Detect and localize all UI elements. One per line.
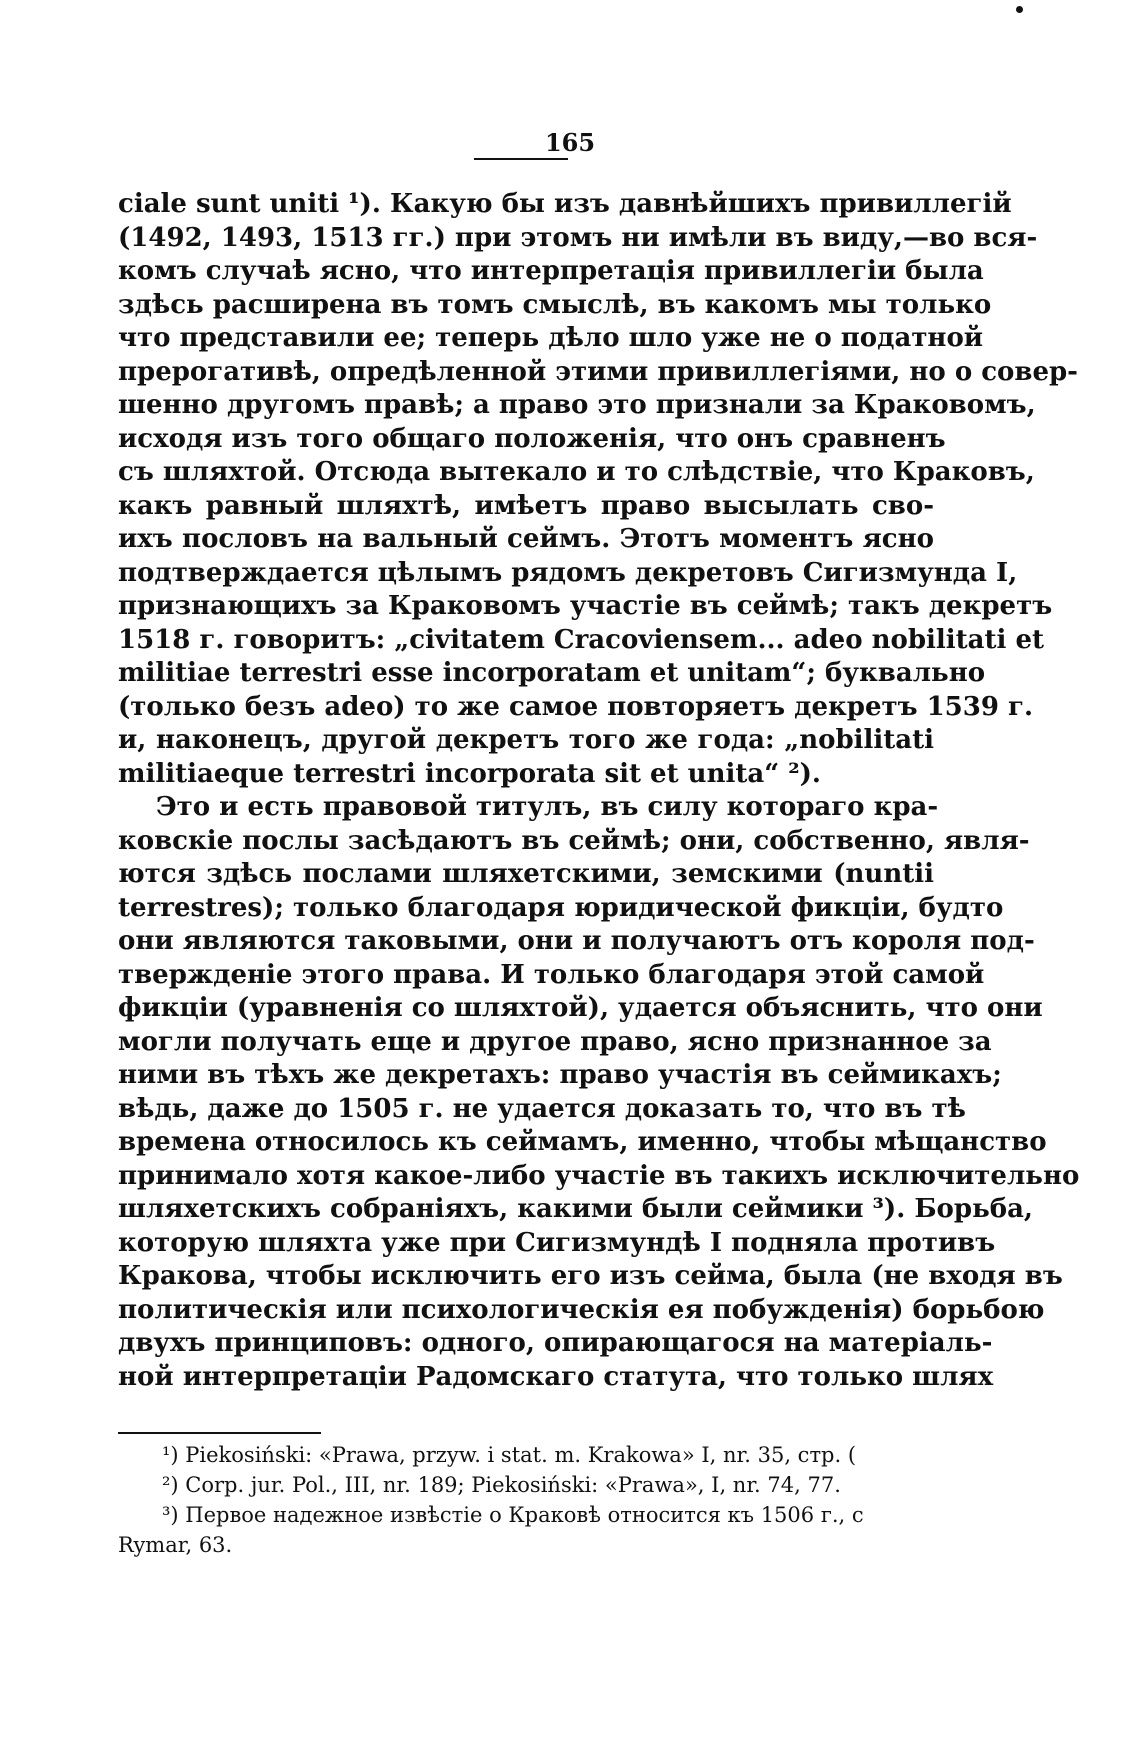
footnotes [118,1440,934,1560]
text-line: Кракова, чтобы исключить его изъ сейма, была (не входя въ [118,1261,1063,1291]
footnote-line: ²) Corp. jur. Pol., III, nr. 189; Piekosiński: «Prawa», I, nr. 74, 77. [162,1473,841,1497]
text-line: подтверждается цѣлымъ рядомъ декретовъ Сигизмунда I, [118,557,1018,588]
text-line: вѣдь, даже до 1505 г. не удается доказать то, что въ тѣ [118,1093,966,1124]
text-line: шляхетскихъ собраніяхъ, какими были сеймики ³). Борьба, [118,1194,1033,1224]
text-line: могли получать еще и другое право, ясно признанное за [118,1026,992,1057]
text-line: прерогативѣ, опредѣленной этими привиллегіями, но о совер- [118,356,1078,387]
text-line: ciale sunt uniti ¹). Какую бы изъ давнѣйшихъ привиллегій [118,189,1012,219]
text-line: ними въ тѣхъ же декретахъ: право участія въ сеймикахъ; [118,1060,1002,1090]
text-line: съ шляхтой. Отсюда вытекало и то слѣдствіе, что Краковъ, [118,457,1035,487]
text-line: комъ случаѣ ясно, что интерпретація привиллегіи была [118,256,984,286]
page-number: 165 [544,128,596,157]
text-line: принимало хотя какое-либо участіе въ такихъ исключительно [118,1160,1080,1191]
text-line: твержденіе этого права. И только благодаря этой самой [118,959,985,990]
ink-speck [1016,6,1023,13]
text-line: какъ равный шляхтѣ, имѣетъ право высылать сво- [118,490,934,521]
text-line: ковскіе послы засѣдаютъ въ сеймѣ; они, собственно, явля- [118,825,1030,856]
text-line: двухъ принциповъ: одного, опирающагося на матеріаль- [118,1328,993,1358]
footnote-line: ¹) Piekosiński: «Prawa, przyw. i stat. m. Krakowa» I, nr. 35, стр. ( [162,1443,857,1467]
text-line: ихъ пословъ на вальный сеймъ. Этотъ моментъ ясно [118,524,934,554]
text-line: militiaeque terrestri incorporata sit et unita“ ²). [118,758,821,789]
text-line: которую шляхта уже при Сигизмундѣ I подняла противъ [118,1227,996,1258]
footnote-line: Rymar, 63. [118,1533,233,1557]
text-line: политическія или психологическія ея побужденія) борьбою [118,1294,1045,1325]
text-line: исходя изъ того общаго положенія, что онъ сравненъ [118,423,946,454]
page-number-underline [474,158,568,160]
text-line: времена относилось къ сеймамъ, именно, чтобы мѣщанство [118,1127,1047,1157]
text-line: шенно другомъ правѣ; а право это признали за Краковомъ, [118,390,1036,420]
text-line: здѣсь расширена въ томъ смыслѣ, въ какомъ мы только [118,289,992,320]
text-line: Это и есть правовой титулъ, въ силу котораго кра- [156,792,939,822]
text-line: признающихъ за Краковомъ участіе въ сеймѣ; такъ декретъ [118,591,1053,621]
footnote-separator [118,1432,321,1434]
text-line: и, наконецъ, другой декретъ того же года: „nobilitati [118,725,934,755]
text-line: terrestres); только благодаря юридической фикціи, будто [118,892,1004,923]
footnote-line: ³) Первое надежное извѣстіе о Краковѣ относится къ 1506 г., с [162,1503,864,1527]
text-line: они являются таковыми, они и получаютъ отъ короля под- [118,926,1035,956]
text-line: militiae terrestri esse incorporatam et unitam“; буквально [118,658,986,688]
text-line: 1518 г. говоритъ: „civitatem Cracoviensem... adeo nobilitati et [118,624,1045,655]
text-line: (1492, 1493, 1513 гг.) при этомъ ни имѣли въ виду,—во вся- [118,222,1038,253]
body-text [118,188,1080,1394]
text-line: фикціи (уравненія со шляхтой), удается объяснить, что они [118,993,1043,1023]
text-line: ной интерпретаціи Радомскаго статута, что только шлях [118,1361,994,1392]
text-line: (только безъ adeo) то же самое повторяетъ декретъ 1539 г. [118,691,1033,722]
text-line: что представили ее; теперь дѣло шло уже не о податной [118,323,984,353]
text-line: ются здѣсь послами шляхетскими, земскими (nuntii [118,859,934,889]
